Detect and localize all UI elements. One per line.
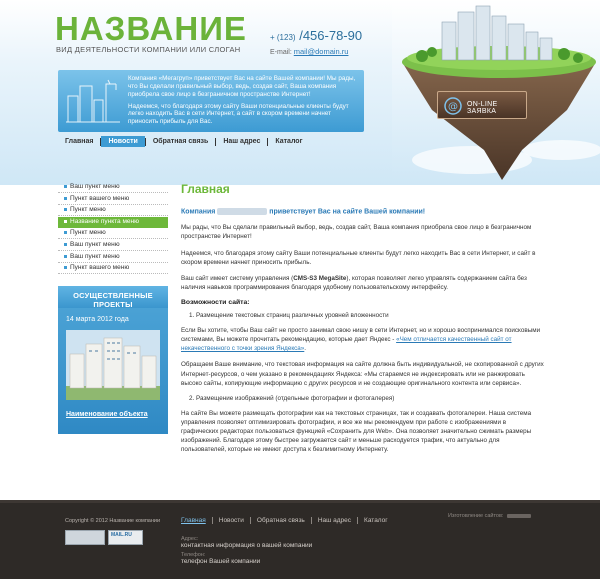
features-title: Возможности сайта:: [181, 299, 250, 307]
intro-paragraph-2: Надеемся, что благодаря этому сайту Ваши потенциальные клиенты будут легко находить Вас в сети Интернет, а сайт в скором времени начнет приносить прибыль для Вас.: [128, 102, 349, 126]
phone-label: Телефон:: [181, 552, 206, 558]
paragraph-4-a: Если Вы хотите, чтобы Ваш сайт не просто занимал свою нишу в сети Интернет, но и хорошо воспринимался поисковыми системами, Вы можете прочитать рекомендацию, которые дает Яндекс -: [181, 327, 541, 344]
paragraph-1: Мы рады, что Вы сделали правильный выбор, ведь, создав сайт, Ваша компания приобрела свое лицо в безграничном пространстве Интернет!: [181, 224, 532, 241]
welcome-prefix: Компания: [181, 208, 216, 216]
paragraph-4-b: .: [304, 345, 307, 353]
project-photo[interactable]: [66, 330, 160, 400]
footer-divider: [0, 500, 600, 503]
footer-nav-item-4[interactable]: Наш адрес: [317, 517, 352, 524]
main-content: [181, 182, 545, 461]
footer-nav: [181, 517, 394, 524]
phone-code: + (123): [270, 33, 296, 42]
online-request-icon: [444, 97, 462, 115]
email-label: E-mail:: [270, 49, 292, 56]
sidebar-item-4[interactable]: Название пункта меню: [58, 217, 168, 228]
footer: [0, 500, 600, 579]
intro-text: [128, 75, 360, 130]
online-request-button[interactable]: [437, 91, 527, 119]
nav-item-2[interactable]: Новости: [101, 136, 144, 147]
sidebar-item-8[interactable]: Пункт вашего меню: [58, 263, 168, 274]
projects-title: ОСУЩЕСТВЛЕННЫЕ ПРОЕКТЫ: [58, 286, 168, 308]
yandex-recommendation-link[interactable]: «Чем отличается качественный сайт от некачественного с точки зрения Яндекса»: [181, 336, 512, 353]
developer-link[interactable]: [507, 514, 531, 518]
paragraph-3-b: ), которая позволяет легко управлять содержанием сайта без наличия навыков программирования благодаря удобному пользовательскому интерфейсу.: [181, 274, 527, 291]
sidebar-item-7[interactable]: Ваш пункт меню: [58, 252, 168, 263]
online-request-label: ON-LINE ЗАЯВКА: [467, 101, 498, 115]
sidebar-item-1[interactable]: Ваш пункт меню: [58, 182, 168, 193]
email-link[interactable]: mail@domain.ru: [293, 47, 349, 56]
projects-date: 14 марта 2012 года: [66, 316, 129, 323]
project-name-link[interactable]: Наименование объекта: [66, 411, 148, 418]
feature-item-1: 1. Размещение текстовых страниц различных уровней вложенности: [189, 312, 389, 320]
footer-nav-item-1[interactable]: Главная: [181, 517, 206, 524]
footer-nav-item-2[interactable]: Новости: [218, 517, 244, 524]
paragraph-3-a: Ваш сайт имеет систему управления (: [181, 274, 294, 282]
intro-paragraph-1: Компания «Мегагруп» приветствует Вас на сайте Вашей компании! Мы рады, что Вы сделали правильный выбор, ведь, создав сайт, Ваша компания приобрела свое лицо в безграничном пространстве Интернет!: [128, 75, 356, 98]
phone: [270, 28, 362, 43]
feature-item-2: 2. Размещение изображений (отдельные фотографии и фотогалерея): [189, 394, 395, 402]
company-name-blurred: [217, 208, 267, 215]
nav-item-4[interactable]: Наш адрес: [223, 138, 261, 145]
phone-value: телефон Вашей компании: [181, 558, 261, 565]
sidebar: [58, 182, 168, 275]
address-block: [181, 536, 312, 568]
mailru-counter[interactable]: MAIL.RU: [108, 530, 143, 545]
paragraph-2: Надеемся, что благодаря этому сайту Ваши потенциальные клиенты будут легко находить Вас в сети Интернет, и сайт в скором времени начнет приносить прибыль.: [181, 249, 536, 266]
sidebar-item-3[interactable]: Пункт меню: [58, 205, 168, 216]
paragraph-5: Обращаем Ваше внимание, что текстовая информация на сайте должна быть индивидуальной, не скопированной с других Интернет-ресурсов, о чем указано в рекомендациях Яндекса: «Мы стараемся не индексировать или не ранжировать высоко сайты, копирующие информацию с других ресурсов и не создающие оригинального контента или сервиса».: [181, 361, 544, 387]
sidebar-item-2[interactable]: Пункт вашего меню: [58, 194, 168, 205]
projects-block: [58, 286, 168, 434]
phone-number: /456-78-90: [299, 28, 363, 43]
footer-nav-item-3[interactable]: Обратная связь: [256, 517, 305, 524]
welcome-line: [181, 208, 545, 215]
nav-item-1[interactable]: Главная: [65, 138, 94, 145]
address-value: контактная информация о вашей компании: [181, 542, 313, 549]
logo-slogan: ВИД ДЕЯТЕЛЬНОСТИ КОМПАНИИ ИЛИ СЛОГАН: [56, 45, 241, 54]
header: [0, 0, 600, 185]
paragraph-6: На сайте Вы можете размещать фотографии как на текстовых страницах, так и создавать фотогалереи. Наша система управления позволяет оптимизировать фотографии, и все же мы рекомендуем при работе с изображениями в графических редакторах пользоваться функцией «Сохранить для Web». Она позволяет значительно сжимать размеры изображений. Благодаря этому быстрее загружается сайт и меньше расходуется трафик, что актуально для пользователей, которые не имеют доступа к безлимитному Интернету.: [181, 409, 532, 454]
page-title: Главная: [181, 182, 230, 196]
svg-text:@: @: [448, 101, 458, 113]
nav-item-5[interactable]: Каталог: [275, 138, 303, 145]
sidebar-item-6[interactable]: Ваш пункт меню: [58, 240, 168, 251]
copyright: Copyright © 2012 Название компании: [65, 518, 161, 524]
developer-credit-label: Изготовление сайтов:: [448, 513, 504, 519]
footer-nav-item-5[interactable]: Каталог: [364, 517, 388, 524]
paragraph-4: [181, 326, 545, 353]
email-line: [270, 47, 362, 56]
nav-item-3[interactable]: Обратная связь: [152, 138, 209, 145]
address-label: Адрес:: [181, 536, 199, 542]
developer-credit: [448, 513, 531, 519]
buildings-icon: [64, 76, 122, 126]
paragraph-3: [181, 274, 545, 292]
top-nav: [58, 136, 310, 147]
sidebar-menu: [58, 182, 168, 274]
cms-name: CMS-S3 MegaSite: [293, 274, 347, 282]
contacts: [270, 28, 362, 56]
welcome-suffix: приветствует Вас на сайте Вашей компании!: [269, 208, 426, 216]
liveinternet-counter[interactable]: [65, 530, 105, 545]
intro-box: [58, 70, 364, 132]
counters: [65, 530, 143, 545]
logo-title[interactable]: НАЗВАНИЕ: [55, 10, 247, 47]
sidebar-item-5[interactable]: Пункт меню: [58, 228, 168, 239]
